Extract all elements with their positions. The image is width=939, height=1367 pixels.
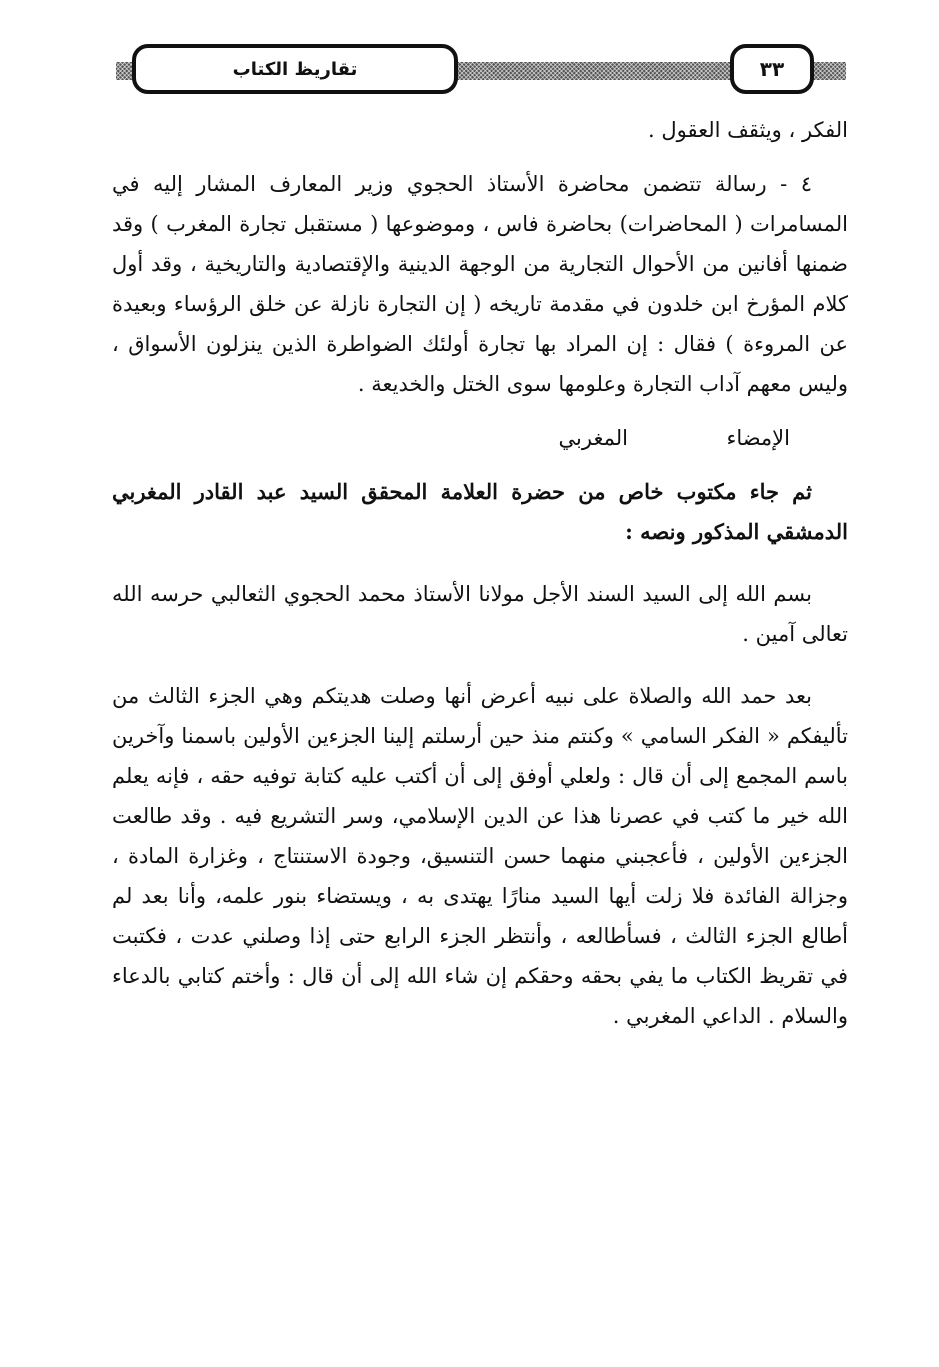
letter-salutation: بسم الله إلى السيد السند الأجل مولانا الأستاذ محمد الحجوي الثعالبي حرسه الله تعالى آمين . bbox=[112, 582, 848, 646]
page-number: ٣٣ bbox=[730, 44, 814, 94]
signature-label: الإمضاء bbox=[726, 426, 790, 450]
running-title: تقاريظ الكتاب bbox=[132, 44, 458, 94]
item-4-paragraph: ٤ - رسالة تتضمن محاضرة الأستاذ الحجوي وزير المعارف المشار إليه في المسامرات ( المحاضرات) بحاضرة فاس ، وموضوعها ( مستقبل تجارة المغرب ) وقد ضمنها أفانين من الأحوال التجارية من الوجهة الدينية والإقتصادية والتاريخية ، وقد أول كلام المؤرخ ابن خلدون في مقدمة تاريخه ( إن التجارة نازلة عن خلق الرؤساء وبعيدة عن المروءة ) فقال : إن المراد بها تجارة أولئك الضواطرة الذين ينزلون الأسواق ، وليس معهم آداب التجارة وعلومها سوى الختل والخديعة . bbox=[112, 172, 848, 396]
continuation-paragraph: الفكر ، ويثقف العقول . bbox=[648, 118, 848, 142]
page-body bbox=[112, 110, 848, 1036]
letter-body: بعد حمد الله والصلاة على نبيه أعرض أنها وصلت هديتكم وهي الجزء الثالث من تأليفكم « الفكر السامي » وكنتم منذ حين أرسلتم إلينا الجزءين الأولين باسمنا وآخرين باسم المجمع إلى أن قال : ولعلي أوفق إلى أن أكتب عليه كتابة توفيه حقه ، فإنه يعلم الله خير ما كتب في عصرنا هذا عن الدين الإسلامي، وسر التشريع فيه . وقد طالعت الجزءين الأولين ، فأعجبني منهما حسن التنسيق، وجودة الاستنتاج ، وغزارة المادة ، وجزالة الفائدة فلا زلت أيها السيد منارًا يهتدى به ، ويستضاء بنور علمه، وأنا بعد لم أطالع الجزء الثالث ، فسأطالعه ، وأنتظر الجزء الرابع حتى إذا وصلني عدت ، فكتبت في تقريظ الكتاب ما يفي بحقه وحقكم إن شاء الله إلى أن قال : وأختم كتابي بالدعاء والسلام . الداعي المغربي . bbox=[112, 684, 848, 1028]
letter-intro: ثم جاء مكتوب خاص من حضرة العلامة المحقق السيد عبد القادر المغربي الدمشقي المذكور ونصه : bbox=[112, 479, 848, 544]
signature-line bbox=[112, 418, 848, 458]
signature-name: المغربي bbox=[558, 426, 628, 450]
page-header bbox=[116, 42, 846, 98]
